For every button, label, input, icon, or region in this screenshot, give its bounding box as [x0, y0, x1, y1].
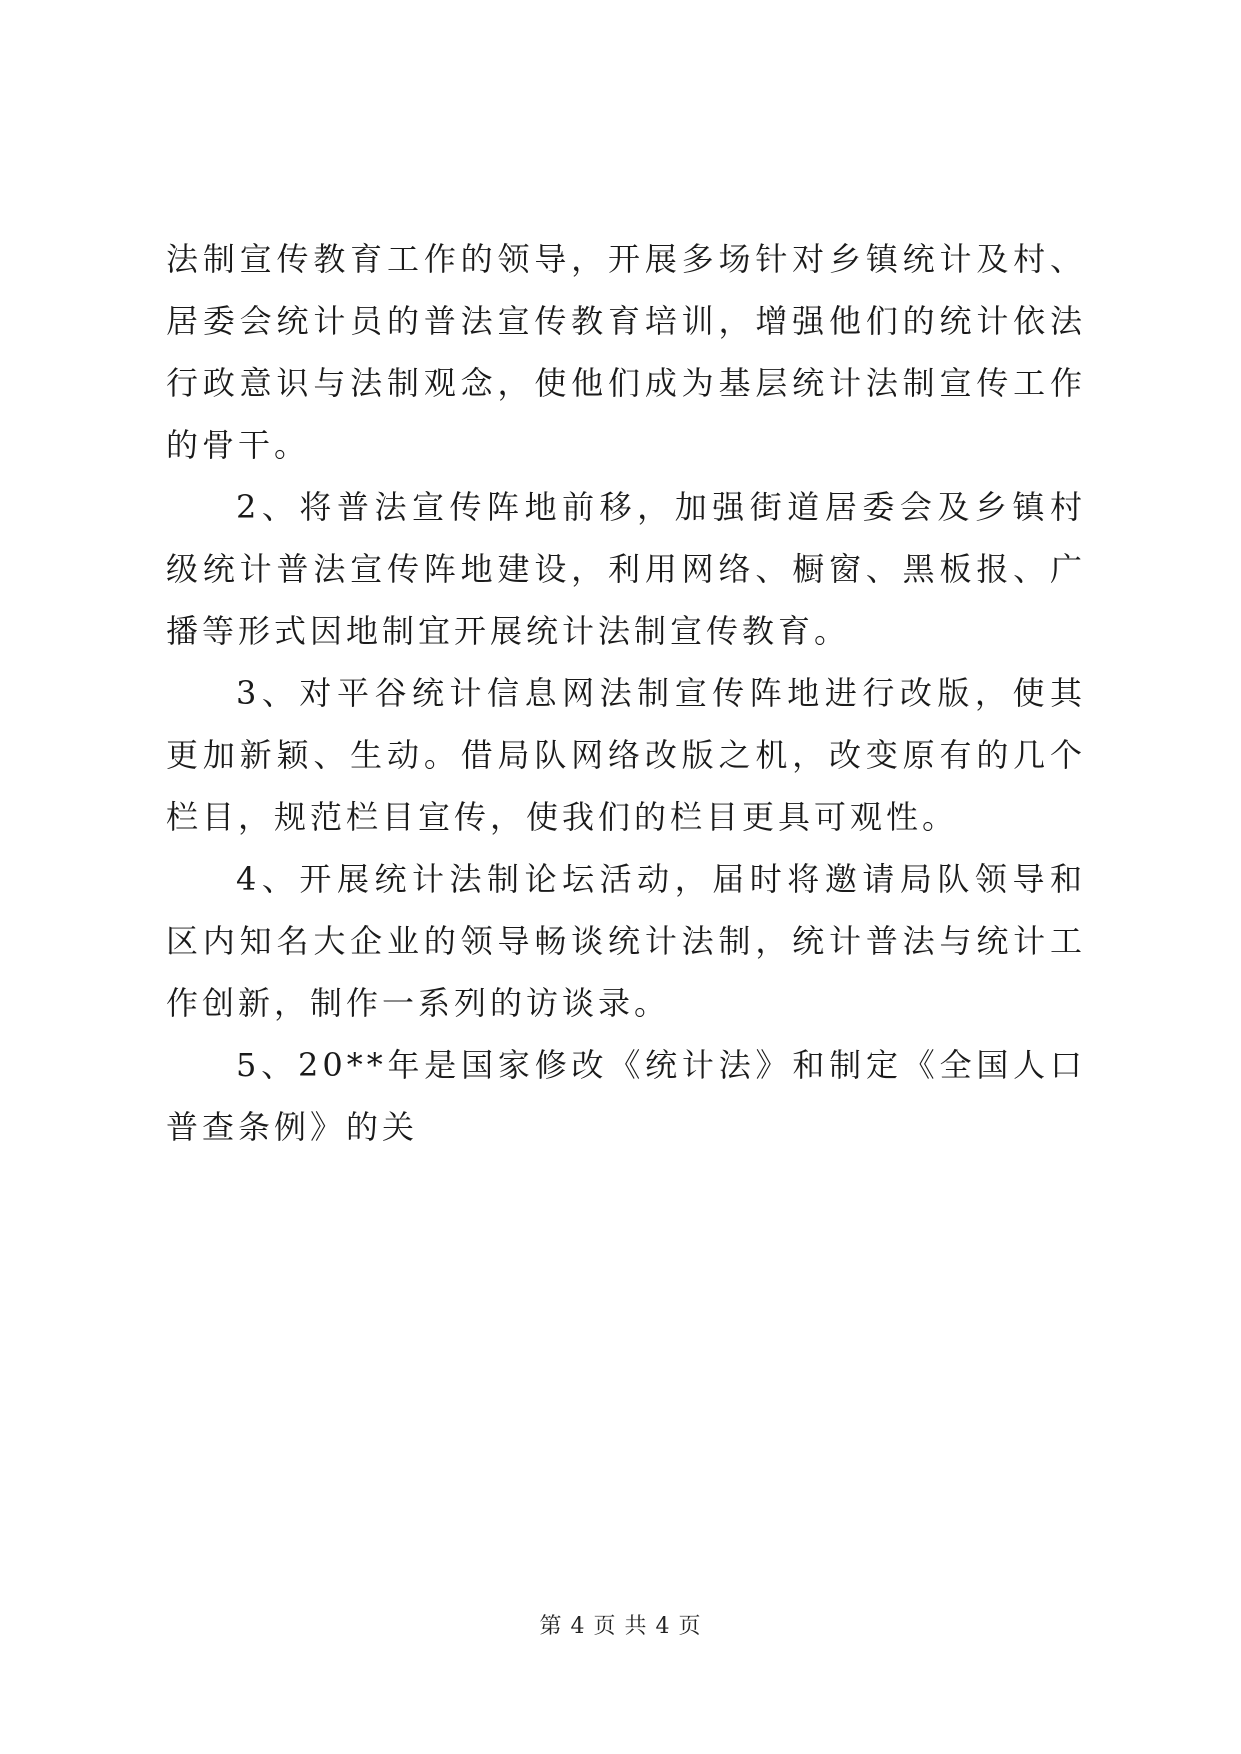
paragraph-item-2: 2、将普法宣传阵地前移，加强街道居委会及乡镇村级统计普法宣传阵地建设，利用网络、橱窗、黑板报、广播等形式因地制宜开展统计法制宣传教育。 — [166, 488, 1086, 650]
page-number-footer: 第 4 页 共 4 页 — [539, 1614, 702, 1639]
paragraph-item-3: 3、对平谷统计信息网法制宣传阵地进行改版，使其更加新颖、生动。借局队网络改版之机，改变原有的几个栏目，规范栏目宣传，使我们的栏目更具可观性。 — [166, 674, 1086, 836]
paragraph-item-4: 4、开展统计法制论坛活动，届时将邀请局队领导和区内知名大企业的领导畅谈统计法制，统计普法与统计工作创新，制作一系列的访谈录。 — [166, 860, 1086, 1022]
document-body — [166, 228, 1086, 1158]
paragraph-continuation: 法制宣传教育工作的领导，开展多场针对乡镇统计及村、居委会统计员的普法宣传教育培训，增强他们的统计依法行政意识与法制观念，使他们成为基层统计法制宣传工作的骨干。 — [166, 240, 1086, 464]
paragraph-item-5: 5、20**年是国家修改《统计法》和制定《全国人口普查条例》的关 — [166, 1046, 1086, 1146]
